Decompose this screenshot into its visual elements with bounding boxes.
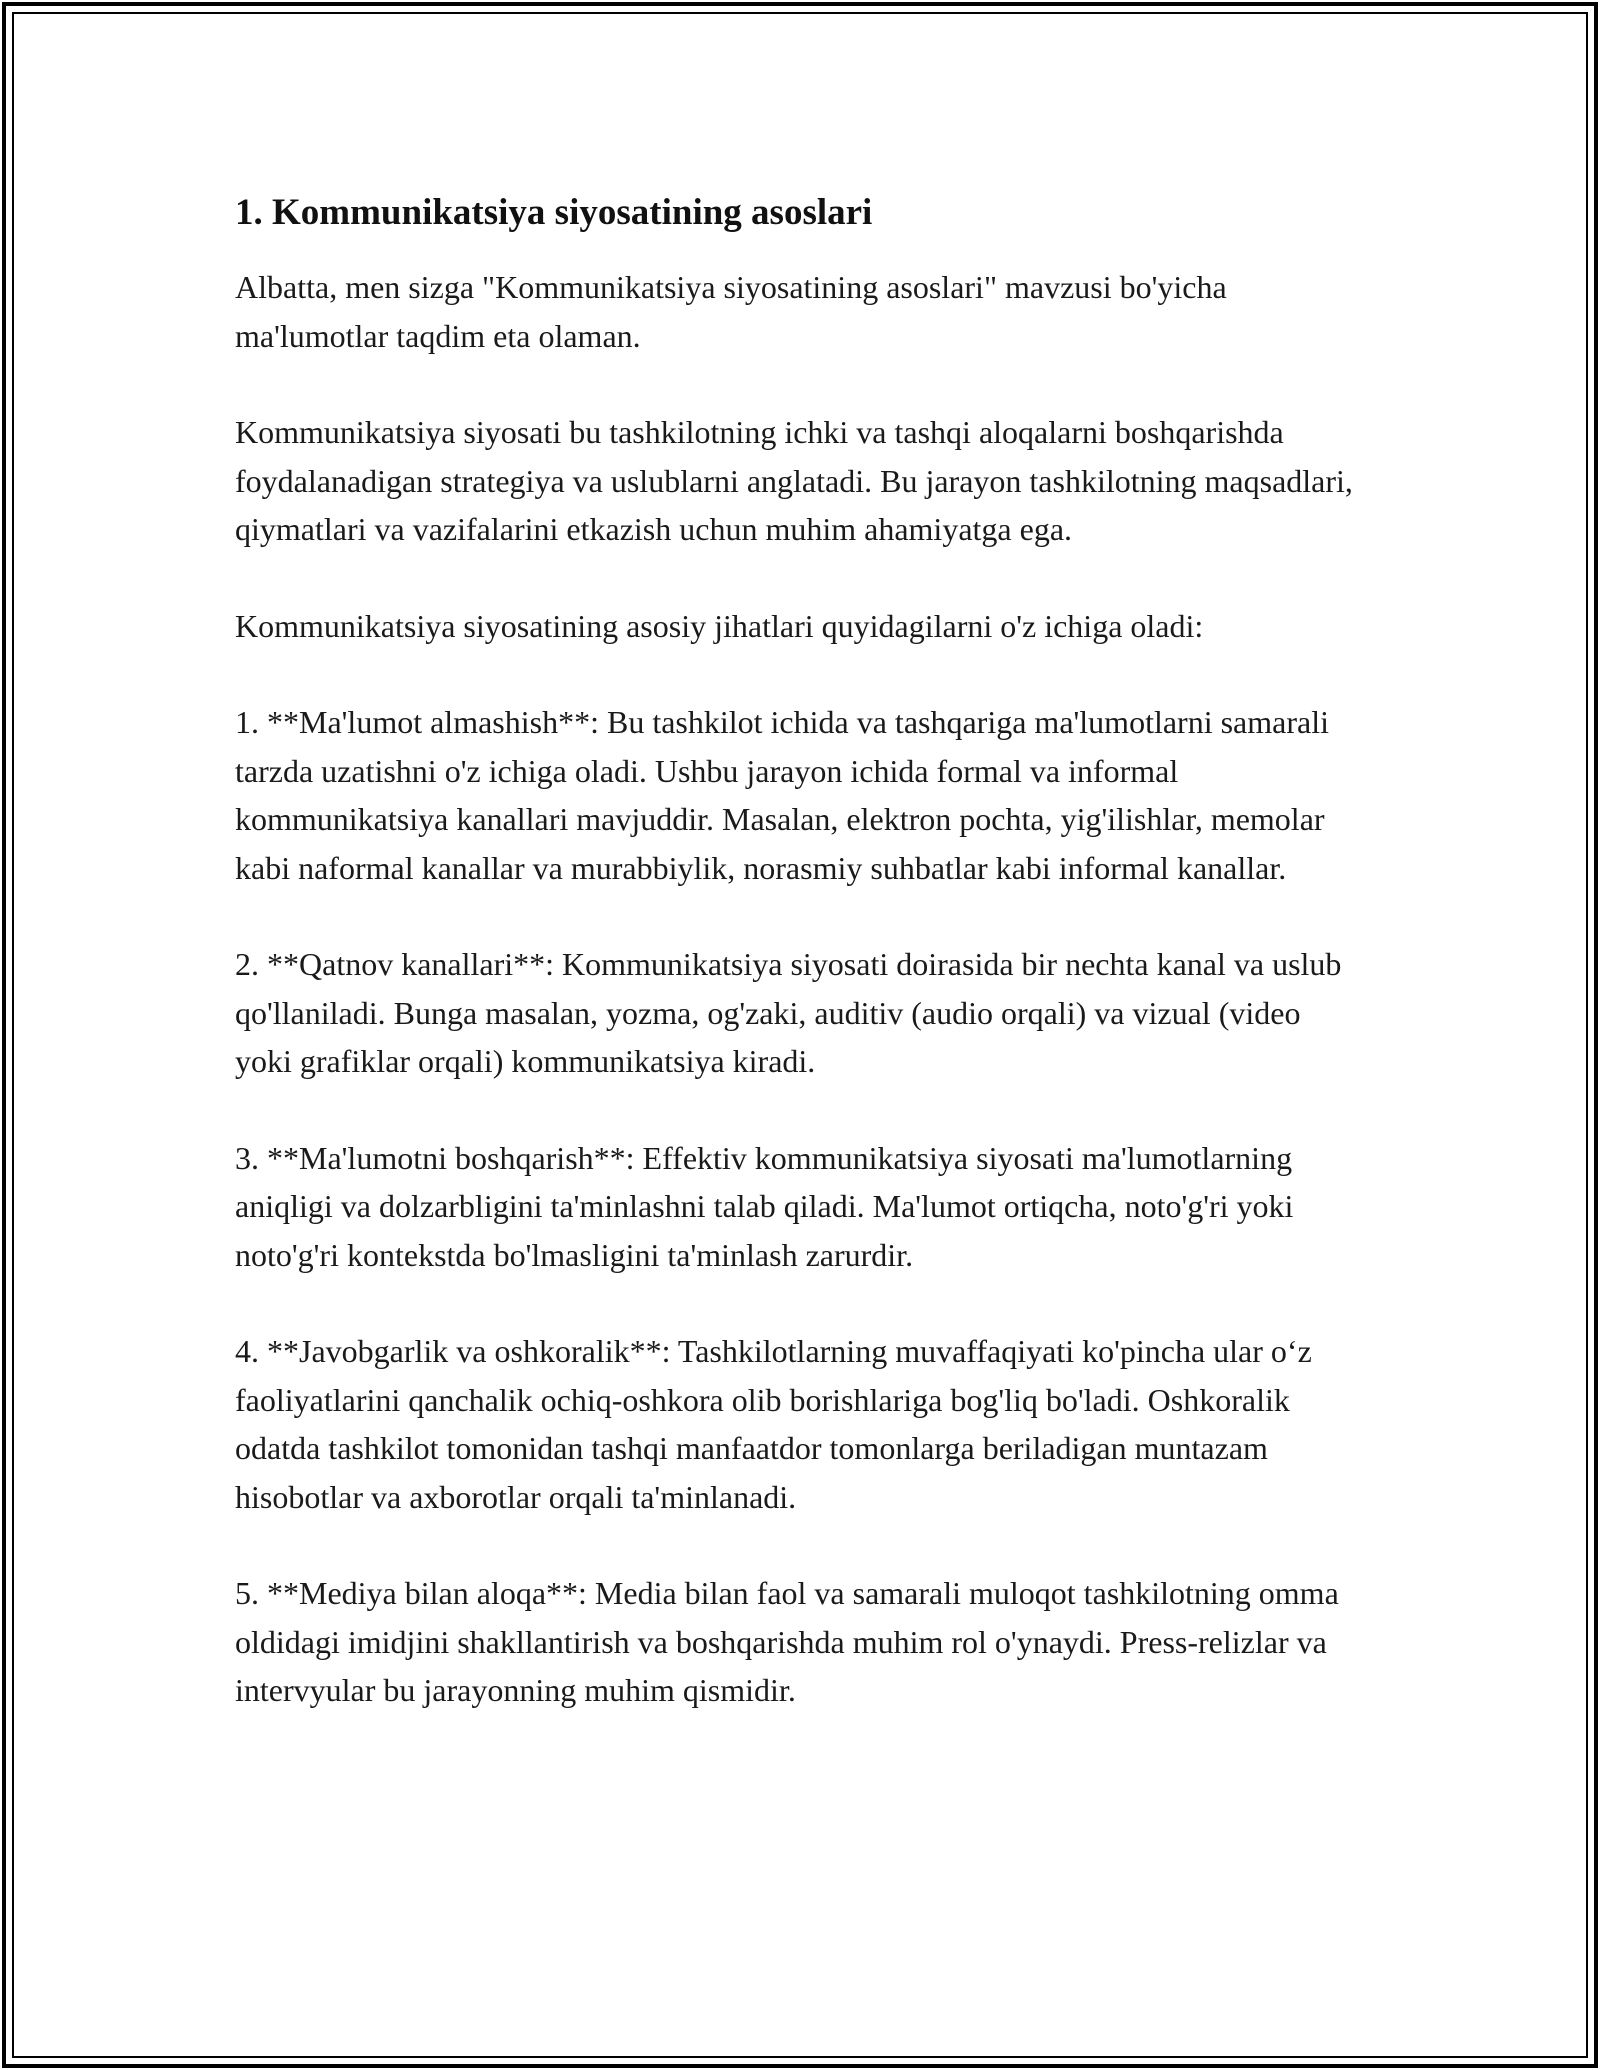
document-body — [235, 187, 1365, 1715]
paragraph-intro: Albatta, men sizga "Kommunikatsiya siyosatining asoslari" mavzusi bo'yicha ma'lumotlar taqdim eta olaman. — [235, 269, 1227, 354]
list-item-2: 2. **Qatnov kanallari**: Kommunikatsiya siyosati doirasida bir nechta kanal va uslub qo'llaniladi. Bunga masalan, yozma, og'zaki, auditiv (audio orqali) va vizual (video yoki grafiklar orqali) kommunikatsiya kiradi. — [235, 946, 1342, 1079]
list-item-3: 3. **Ma'lumotni boshqarish**: Effektiv kommunikatsiya siyosati ma'lumotlarning aniqligi va dolzarbligini ta'minlashni talab qiladi. Ma'lumot ortiqcha, noto'g'ri yoki noto'g'ri kontekstda bo'lmasligini ta'minlash zarurdir. — [235, 1139, 1294, 1273]
list-item-4: 4. **Javobgarlik va oshkoralik**: Tashkilotlarning muvaffaqiyati ko'pincha ular oʻz faoliyatlarini qanchalik ochiq-oshkora olib borishlariga bog'liq bo'ladi. Oshkoralik odatda tashkilot tomonidan tashqi manfaatdor tomonlarga beriladigan muntazam hisobotlar va axborotlar orqali ta'minlanadi. — [235, 1333, 1312, 1515]
list-item-1: 1. **Ma'lumot almashish**: Bu tashkilot ichida va tashqariga ma'lumotlarni samarali tarzda uzatishni o'z ichiga oladi. Ushbu jarayon ichida formal va informal kommunikatsiya kanallari mavjuddir. Masalan, elektron pochta, yig'ilishlar, memolar kabi naformal kanallar va murabbiylik, norasmiy suhbatlar kabi informal kanallar. — [235, 704, 1329, 886]
document-title: 1. Kommunikatsiya siyosatining asoslari — [235, 192, 873, 233]
paragraph-definition: Kommunikatsiya siyosati bu tashkilotning ichki va tashqi aloqalarni boshqarishda foydalanadigan strategiya va uslublarni anglatadi. Bu jarayon tashkilotning maqsadlari, qiymatlari va vazifalarini etkazish uchun muhim ahamiyatga ega. — [235, 414, 1353, 547]
paragraph-list-intro: Kommunikatsiya siyosatining asosiy jihatlari quyidagilarni o'z ichiga oladi: — [235, 607, 1204, 644]
list-item-5: 5. **Mediya bilan aloqa**: Media bilan faol va samarali muloqot tashkilotning omma oldidagi imidjini shakllantirish va boshqarishda muhim rol o'ynaydi. Press-relizlar va intervyular bu jarayonning muhim qismidir. — [235, 1575, 1339, 1708]
